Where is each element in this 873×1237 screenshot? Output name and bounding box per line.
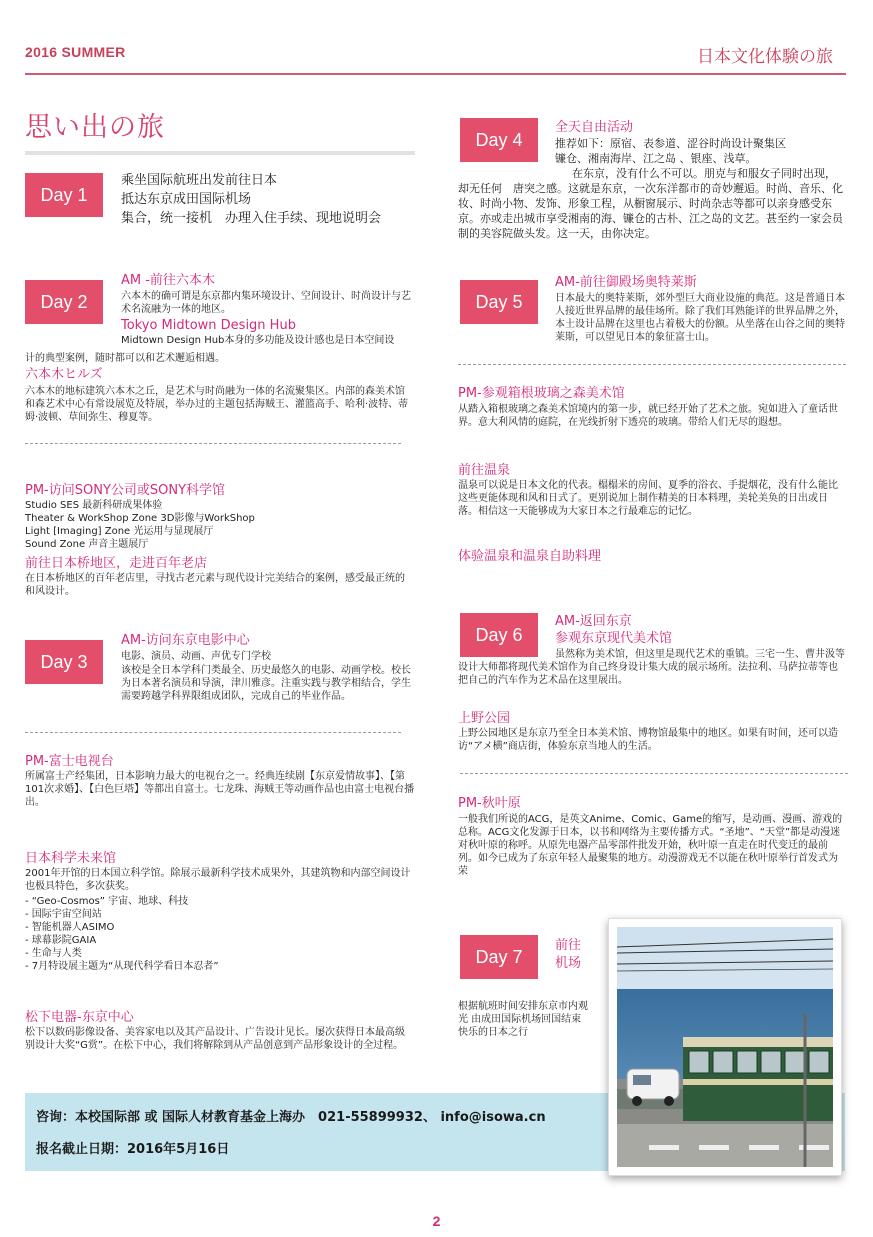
day2-nihonbashi-text: 在日本桥地区的百年老店里，寻找古老元素与现代设计完美结合的案例，感受最正统的和风设计。 [25,573,405,597]
list-item: - 球幕影院GAIA [25,935,97,946]
day6-am-title: AM-返回东京 [555,614,632,629]
brochure-title: 日本文化体験の旅 [697,47,833,67]
day6-ueno-text: 上野公园地区是东京乃至全日本美术馆、博物馆最集中的地区。如果有时间，还可以造访“アメ横”商店街，体验东京当地人的生活。 [458,728,838,752]
list-item: - 7月特设展主题为“从现代科学看日本忍者” [25,961,219,972]
day2-hills-text: 六本木的地标建筑六本木之丘，是艺术与时尚融为一体的名流聚集区。内部的森美术馆和森艺术中心有常设展览及特展，举办过的主题包括海贼王、灌篮高手、哈利·波特、蒂姆·波顿、草间弥生、穆夏等。 [25,386,409,423]
season-label: 2016 SUMMER [25,44,126,60]
day5-onsen-title: 前往温泉 [458,463,511,478]
day7-title [555,937,581,973]
divider [458,364,846,365]
list-item: - “Geo-Cosmos” 宇宙、地球、科技 [25,896,189,907]
day2-hub-title: Tokyo Midtown Design Hub [121,318,296,333]
day5-onsen-text: 温泉可以说是日本文化的代表。榻榻米的房间、夏季的浴衣、手提烟花，没有什么能比这些更能体现和风和日式了。更别说加上制作精美的日本料理，美轮美奂的日出或日落。相信这一天能够成为大家日本之行最难忘的记忆。 [458,480,838,517]
day2-pm-title: PM-访问SONY公司或SONY科学馆 [25,483,226,498]
list-item: - 生命与人类 [25,948,82,959]
day1-badge: Day 1 [25,173,103,217]
day3-am-sub: 电影、演员、动画、声优专门学校 [121,651,271,662]
day2-hills-title: 六本木ヒルズ [25,367,103,382]
day1-line: 抵达东京成田国际机场 [121,192,252,207]
day3-panasonic-title: 松下电器-东京中心 [25,1010,134,1025]
list-item: Light [Imaging] Zone 光运用与显现展厅 [25,526,214,537]
day5-pm-text: 从踏入箱根玻璃之森美术馆境内的第一步，就已经开始了艺术之旅。宛如进入了童话世界。意大利风情的庭院，在光线折射下透亮的玻璃。带给人们无尽的遐想。 [458,404,838,428]
day7-title-line: 前往 [555,938,582,953]
day7-title-line: 机场 [555,956,582,971]
day7-badge: Day 7 [460,935,538,979]
title-underline [25,151,415,155]
divider [460,773,848,774]
list-item: Theater & WorkShop Zone 3D影像与WorkShop [25,513,255,524]
day2-hub-text-cont: 计的典型案例，随时都可以和艺术邂逅相遇。 [25,353,225,364]
day5-badge: Day 5 [460,280,538,324]
day3-am-title: AM-访问东京电影中心 [121,633,250,648]
train-photo-image [609,919,841,1175]
day2-pm-list [25,499,415,551]
day2-hub-text: Midtown Design Hub本身的多功能及设计感也是日本空间设 [121,335,395,346]
day1-line: 乘坐国际航班出发前往日本 [121,173,278,188]
header-divider [25,73,846,75]
day4-badge: Day 4 [460,118,538,162]
day2-badge: Day 2 [25,280,103,324]
day3-panasonic-text: 松下以数码影像设备、美容家电以及其产品设计、广告设计见长。屡次获得日本最高级别设计大奖“G赏”。在松下中心，我们将解除到从产品创意到产品形象设计的全过程。 [25,1027,405,1051]
day1-line: 集合，统一接机 办理入住手续、现地说明会 [121,211,382,226]
day2-nihonbashi-title: 前往日本桥地区，走进百年老店 [25,556,208,571]
day3-fuji-title: PM-富士电视台 [25,754,114,769]
day5-pm-title: PM-参观箱根玻璃之森美术馆 [458,386,625,401]
deadline: 报名截止日期：2016年5月16日 [36,1142,230,1157]
day5-cook-title: 体验温泉和温泉自助料理 [458,549,602,564]
day4-rec-line: 推荐如下：原宿、表参道、涩谷时尚设计聚集区 [555,137,786,150]
day4-recommend [555,136,786,166]
day3-miraikan-title: 日本科学未来馆 [25,851,117,866]
contact-info: 咨询：本校国际部 或 国际人材教育基金上海办 021-55899932、 info@isowa.cn [36,1110,546,1125]
page-title: 思い出の旅 [25,112,165,143]
list-item: Sound Zone 声音主题展厅 [25,539,149,550]
day3-am-text: 该校是全日本学科门类最全、历史最悠久的电影、动画学校。校长为日本著名演员和导演，津川雅彦。注重实践与教学相结合，学生需要跨越学科界限组成团队，完成自己的毕业作品。 [121,665,411,702]
day2-am-title: AM -前往六本木 [121,273,215,288]
day6-ueno-title: 上野公园 [458,711,511,726]
train-photo [608,918,842,1176]
day4-text: 在东京，没有什么不可以。朋克与和服女子同时出现， [572,167,836,180]
page-number: 2 [432,1213,441,1229]
day3-badge: Day 3 [25,640,103,684]
day7-text: 根据航班时间安排东京市内观光 由成田国际机场回国结束快乐的日本之行 [458,1001,588,1038]
day4-rec-line: 镰仓、湘南海岸、江之岛 、银座、浅草。 [555,152,757,165]
day6-pm-text: 一般我们所说的ACG，是英文Anime、Comic、Game的缩写，是动画、漫画、游戏的总称。ACG文化发源于日本，以书和网络为主要传播方式。“圣地”、“天堂”都是动漫迷对秋叶原的称呼。从原先电器产品零部件批发开始，秋叶原一直走在时代变迁的最前列。如今已成为了东京年轻人最聚集的地方。动漫游戏无不以能在秋叶原举行首发式为荣 [458,814,843,877]
day6-am-sub: 参观东京现代美术馆 [555,631,673,646]
list-item: - 国际宇宙空间站 [25,909,102,920]
day6-am-text: 虽然称为美术馆，但这里是现代艺术的重镇。三宅一生、曹井汲等设计大师都将现代美术馆作为自己终身设计集大成的展示场所。法拉利、马萨拉蒂等也把自己的汽车作为艺术品在这里展出。 [458,649,845,686]
list-item: Studio SES 最新科研成果体验 [25,500,163,511]
divider [25,732,401,733]
day5-am-title: AM-前往御殿场奥特莱斯 [555,275,697,290]
day3-miraikan-text: 2001年开馆的日本国立科学馆。除展示最新科学技术成果外，其建筑物和内部空间设计也极具特色，多次获奖。 [25,868,411,892]
day1-plan [121,171,381,228]
day2-am-text: 六本木的确可谓是东京都内集环境设计、空间设计、时尚设计与艺术名流融为一体的地区。 [121,291,411,315]
day6-badge: Day 6 [460,613,538,657]
day3-miraikan-list [25,895,415,973]
day5-am-text: 日本最大的奥特莱斯，郊外型巨大商业设施的典范。这是普通日本人接近世界品牌的最佳场所。除了我们耳熟能详的世界品牌之外，本土设计品牌在这里也占着极大的份额。从坐落在山谷之间的奥特莱斯，可以望见日本的象征富士山。 [555,293,845,343]
day4-title: 全天自由活动 [555,120,634,135]
list-item: - 智能机器人ASIMO [25,922,115,933]
day4-text-cont: 却无任何 唐突之感。这就是东京，一次东洋都市的奇妙邂逅。时尚、音乐、化妆、时尚小物、发饰、形象工程，从橱窗展示、时尚杂志等都可以亲身感受东京。亦或走出城市享受湘南的海、镰仓的古朴、江之岛的文艺。甚至约一家会员制的美容院做头发。这一天，由你决定。 [458,182,843,240]
divider [25,443,401,444]
day3-fuji-text: 所属富士产经集团，日本影响力最大的电视台之一。经典连续剧【东京爱情故事】、【第101次求婚】、【白色巨塔】等都出自富士。七龙珠、海贼王等动画作品也由富士电视台播出。 [25,771,415,808]
day6-pm-title: PM-秋叶原 [458,796,521,811]
